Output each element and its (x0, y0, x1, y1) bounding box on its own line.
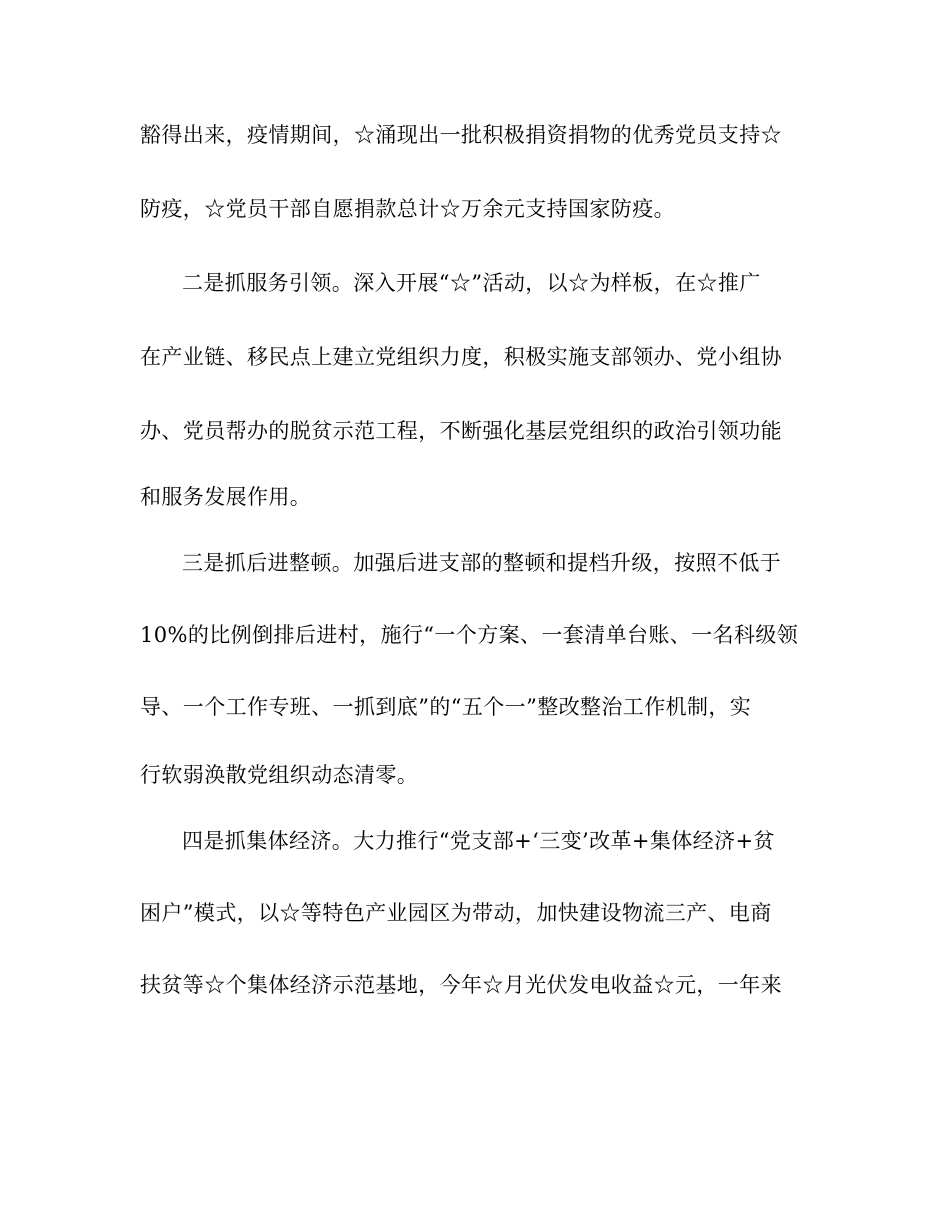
text-line: 10%的比例倒排后进村，施行“一个方案、一套清单台账、一名科级领 (140, 623, 799, 647)
paragraph-start-line: 二是抓服务引领。深入开展“☆”活动，以☆为样板，在☆推广 (182, 271, 761, 295)
text-line: 困户”模式，以☆等特色产业园区为带动，加快建设物流三产、电商 (140, 901, 772, 925)
text-line: 办、党员帮办的脱贫示范工程，不断强化基层党组织的政治引领功能 (140, 419, 782, 443)
paragraph-start-line: 四是抓集体经济。大力推行“党支部+‘三变’改革+集体经济+贫 (182, 829, 775, 853)
text-line: 防疫，☆党员干部自愿捐款总计☆万余元支持国家防疫。 (140, 197, 675, 221)
text-line: 导、一个工作专班、一抓到底”的“五个一”整改整治工作机制，实 (140, 695, 752, 719)
paragraph-start-line: 三是抓后进整顿。加强后进支部的整顿和提档升级，按照不低于 (182, 551, 782, 575)
text-line: 豁得出来，疫情期间，☆涌现出一批积极捐资捐物的优秀党员支持☆ (140, 123, 782, 147)
text-line: 和服务发展作用。 (140, 485, 312, 509)
text-line: 行软弱涣散党组织动态清零。 (140, 763, 419, 787)
text-line: 扶贫等☆个集体经济示范基地，今年☆月光伏发电收益☆元，一年来 (140, 973, 782, 997)
text-line: 在产业链、移民点上建立党组织力度，积极实施支部领办、党小组协 (140, 345, 782, 369)
